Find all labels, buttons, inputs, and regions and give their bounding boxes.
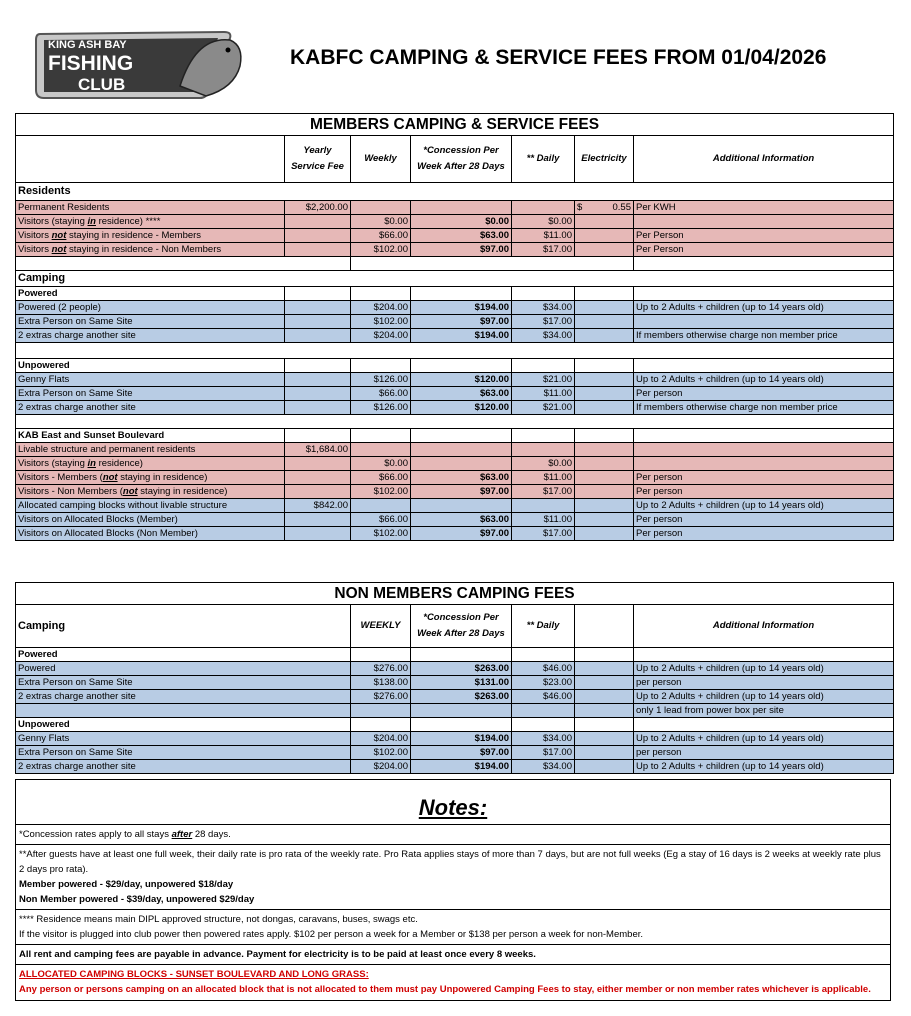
note-advance: All rent and camping fees are payable in advance. Payment for electricity is to be paid at least once every 8 weeks. [16, 945, 890, 965]
col-electricity: Electricity [575, 136, 634, 183]
table-row: Extra Person on Same Site $66.00 $63.00 $11.00 Per person [16, 387, 894, 401]
nonmembers-fees-table [15, 582, 894, 774]
table-row: Extra Person on Same Site $138.00 $131.00 $23.00 per person [16, 676, 894, 690]
club-logo [30, 26, 248, 104]
col-weekly: WEEKLY [351, 605, 411, 648]
table-row: Visitors not staying in residence - Non Members $102.00 $97.00 $17.00 Per Person [16, 243, 894, 257]
members-heading: MEMBERS CAMPING & SERVICE FEES [16, 114, 894, 136]
table-row: 2 extras charge another site $126.00 $120.00 $21.00 If members otherwise charge non member price [16, 401, 894, 415]
table-row: Visitors (staying in residence) **** $0.00 $0.00 $0.00 [16, 215, 894, 229]
table-row: 2 extras charge another site $276.00 $263.00 $46.00 Up to 2 Adults + children (up to 14 years old) [16, 690, 894, 704]
table-row: Visitors on Allocated Blocks (Member) $66.00 $63.00 $11.00 Per person [16, 513, 894, 527]
section-powered: Powered [16, 287, 285, 301]
note-allocated: ALLOCATED CAMPING BLOCKS - SUNSET BOULEVARD AND LONG GRASS: Any person or persons camping on an allocated block that is not allocated to them must pay Unpowered Camping Fees to stay, either member or non member rates whichever is applicable. [19, 969, 871, 995]
section-camping: Camping [16, 271, 894, 287]
table-row: Powered $276.00 $263.00 $46.00 Up to 2 Adults + children (up to 14 years old) [16, 662, 894, 676]
col-daily: ** Daily [512, 605, 575, 648]
section-powered: Powered [16, 648, 351, 662]
col-concession: *Concession Per Week After 28 Days [411, 605, 512, 648]
notes-section [15, 779, 891, 1001]
table-row: only 1 lead from power box per site [16, 704, 894, 718]
table-row: Powered (2 people) $204.00 $194.00 $34.00 Up to 2 Adults + children (up to 14 years old) [16, 301, 894, 315]
section-kab-east: KAB East and Sunset Boulevard [16, 429, 285, 443]
table-row: Visitors on Allocated Blocks (Non Member) $102.00 $97.00 $17.00 Per person [16, 527, 894, 541]
table-row: Genny Flats $126.00 $120.00 $21.00 Up to 2 Adults + children (up to 14 years old) [16, 373, 894, 387]
table-row: Livable structure and permanent residents $1,684.00 [16, 443, 894, 457]
table-row: Extra Person on Same Site $102.00 $97.00 $17.00 per person [16, 746, 894, 760]
table-row: 2 extras charge another site $204.00 $194.00 $34.00 If members otherwise charge non member price [16, 329, 894, 343]
table-row: Visitors not staying in residence - Members $66.00 $63.00 $11.00 Per Person [16, 229, 894, 243]
table-row: Visitors - Non Members (not staying in residence) $102.00 $97.00 $17.00 Per person [16, 485, 894, 499]
members-fees-table [15, 113, 894, 541]
table-row: Genny Flats $204.00 $194.00 $34.00 Up to 2 Adults + children (up to 14 years old) [16, 732, 894, 746]
logo-line1: KING ASH BAY [48, 39, 127, 51]
table-row: Extra Person on Same Site $102.00 $97.00 $17.00 [16, 315, 894, 329]
col-concession: *Concession Per Week After 28 Days [411, 136, 512, 183]
section-unpowered: Unpowered [16, 359, 285, 373]
notes-title: Notes: [16, 780, 890, 825]
nonmembers-heading: NON MEMBERS CAMPING FEES [16, 583, 894, 605]
col-camping: Camping [16, 605, 351, 648]
table-row: 2 extras charge another site $204.00 $194.00 $34.00 Up to 2 Adults + children (up to 14 years old) [16, 760, 894, 774]
note-prorata: **After guests have at least one full week, their daily rate is pro rata of the weekly rate. Pro Rata applies stays of more than 7 days, but are not full weeks (Eg a stay of 16 days is 2 weeks at weekly rate plus 2 days pro rata). Member powered - $29/day, unpowered $18/day Non Member powered - $39/day, unpowered $29/day [16, 845, 890, 910]
col-info: Additional Information [634, 136, 894, 183]
table-row: Allocated camping blocks without livable structure $842.00 Up to 2 Adults + children (up to 14 years old) [16, 499, 894, 513]
col-daily: ** Daily [512, 136, 575, 183]
col-info: Additional Information [634, 605, 894, 648]
logo-line3: CLUB [78, 75, 126, 94]
section-residents: Residents [16, 183, 894, 201]
section-unpowered: Unpowered [16, 718, 351, 732]
logo-line2: FISHING [48, 52, 134, 75]
table-row: Permanent Residents $2,200.00 $ 0.55 Per KWH [16, 201, 894, 215]
note-residence: **** Residence means main DIPL approved structure, not dongas, caravans, buses, swags etc. If the visitor is plugged into club power then powered rates apply. $102 per person a week for a Member or $138 per person a week for non-Member. [16, 910, 890, 945]
col-yearly: Yearly Service Fee [285, 136, 351, 183]
table-row: Visitors (staying in residence) $0.00 $0.00 [16, 457, 894, 471]
col-weekly: Weekly [351, 136, 411, 183]
page-title: KABFC CAMPING & SERVICE FEES FROM 01/04/2026 [290, 46, 827, 69]
table-row: Visitors - Members (not staying in residence) $66.00 $63.00 $11.00 Per person [16, 471, 894, 485]
note-concession: *Concession rates apply to all stays after 28 days. [16, 825, 890, 845]
